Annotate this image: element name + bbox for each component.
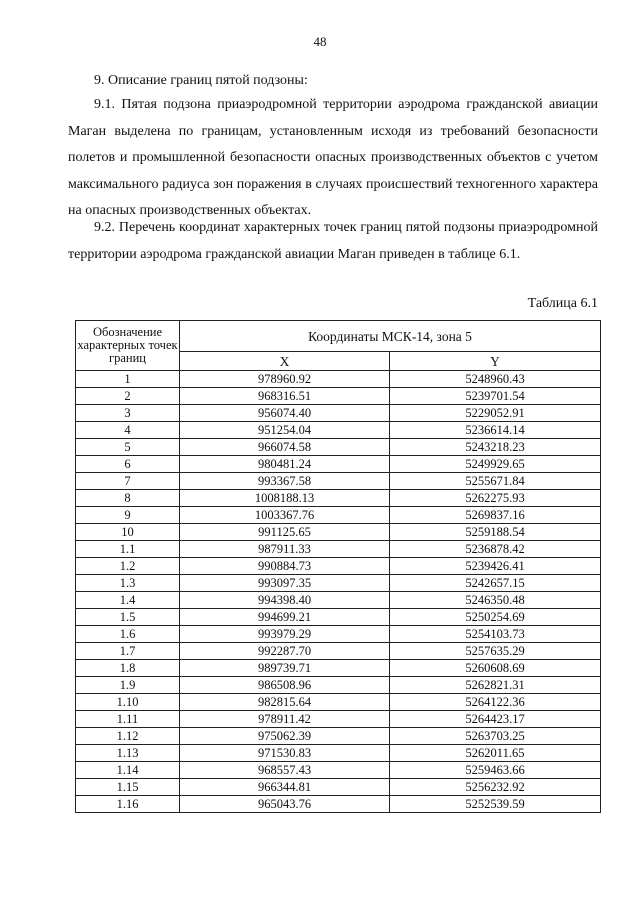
x-coordinate-cell: 978911.42 — [180, 711, 390, 728]
paragraph-9-1: 9.1. Пятая подзона приаэродромной территории аэродрома гражданской авиации Маган выделена по границам, установленным исходя из требований безопасности полетов и промышленной безопасности опасных производственных объектов с учетом максимального радиуса зон поражения в случаях происшествий техногенного характера на опасных производственных объектах. — [68, 97, 598, 218]
point-id-cell: 1.8 — [76, 660, 180, 677]
table-row — [76, 643, 601, 660]
table-body — [76, 371, 601, 813]
point-id-cell: 1.16 — [76, 796, 180, 813]
y-coordinate-cell: 5264423.17 — [390, 711, 601, 728]
page-number: 48 — [313, 34, 327, 49]
point-id-cell: 1 — [76, 371, 180, 388]
point-id-cell: 3 — [76, 405, 180, 422]
table-row — [76, 371, 601, 388]
point-id-cell: 1.1 — [76, 541, 180, 558]
table-row — [76, 524, 601, 541]
point-id-cell: 7 — [76, 473, 180, 490]
y-coordinate-cell: 5262821.31 — [390, 677, 601, 694]
y-coordinate-cell: 5243218.23 — [390, 439, 601, 456]
x-coordinate-cell: 978960.92 — [180, 371, 390, 388]
x-coordinate-cell: 975062.39 — [180, 728, 390, 745]
table-row — [76, 422, 601, 439]
y-coordinate-cell: 5239701.54 — [390, 388, 601, 405]
y-coordinate-cell: 5264122.36 — [390, 694, 601, 711]
point-id-cell: 5 — [76, 439, 180, 456]
table-row — [76, 405, 601, 422]
x-coordinate-cell: 965043.76 — [180, 796, 390, 813]
table-row — [76, 609, 601, 626]
y-coordinate-cell: 5242657.15 — [390, 575, 601, 592]
x-coordinate-cell: 968557.43 — [180, 762, 390, 779]
table-row — [76, 490, 601, 507]
point-id-cell: 2 — [76, 388, 180, 405]
y-coordinate-cell: 5236878.42 — [390, 541, 601, 558]
x-coordinate-cell: 993979.29 — [180, 626, 390, 643]
y-coordinate-cell: 5252539.59 — [390, 796, 601, 813]
x-coordinate-cell: 1003367.76 — [180, 507, 390, 524]
table-row — [76, 660, 601, 677]
x-coordinate-cell: 956074.40 — [180, 405, 390, 422]
paragraph-9-2: 9.2. Перечень координат характерных точек границ пятой подзоны приаэродромной территории аэродрома гражданской авиации Маган приведен в таблице 6.1. — [68, 220, 598, 262]
x-coordinate-cell: 971530.83 — [180, 745, 390, 762]
header-x: X — [180, 352, 390, 371]
header-y: Y — [390, 352, 601, 371]
x-coordinate-cell: 968316.51 — [180, 388, 390, 405]
point-id-cell: 1.2 — [76, 558, 180, 575]
point-id-cell: 1.9 — [76, 677, 180, 694]
point-id-cell: 1.14 — [76, 762, 180, 779]
table-row — [76, 762, 601, 779]
y-coordinate-cell: 5259463.66 — [390, 762, 601, 779]
point-id-cell: 1.13 — [76, 745, 180, 762]
x-coordinate-cell: 994699.21 — [180, 609, 390, 626]
y-coordinate-cell: 5262011.65 — [390, 745, 601, 762]
table-row — [76, 507, 601, 524]
y-coordinate-cell: 5246350.48 — [390, 592, 601, 609]
table-row — [76, 779, 601, 796]
x-coordinate-cell: 993097.35 — [180, 575, 390, 592]
point-id-cell: 1.10 — [76, 694, 180, 711]
point-id-cell: 10 — [76, 524, 180, 541]
x-coordinate-cell: 982815.64 — [180, 694, 390, 711]
y-coordinate-cell: 5248960.43 — [390, 371, 601, 388]
x-coordinate-cell: 994398.40 — [180, 592, 390, 609]
header-coordinate-system: Координаты МСК-14, зона 5 — [180, 321, 601, 352]
table-row — [76, 728, 601, 745]
y-coordinate-cell: 5255671.84 — [390, 473, 601, 490]
x-coordinate-cell: 990884.73 — [180, 558, 390, 575]
y-coordinate-cell: 5269837.16 — [390, 507, 601, 524]
y-coordinate-cell: 5256232.92 — [390, 779, 601, 796]
table-row — [76, 388, 601, 405]
table-row — [76, 473, 601, 490]
x-coordinate-cell: 989739.71 — [180, 660, 390, 677]
table-row — [76, 626, 601, 643]
table-row — [76, 796, 601, 813]
point-id-cell: 9 — [76, 507, 180, 524]
point-id-cell: 4 — [76, 422, 180, 439]
table-caption: Таблица 6.1 — [527, 296, 598, 311]
table-row — [76, 558, 601, 575]
y-coordinate-cell: 5239426.41 — [390, 558, 601, 575]
table-row — [76, 575, 601, 592]
table-row — [76, 592, 601, 609]
table-row — [76, 439, 601, 456]
table-row — [76, 745, 601, 762]
y-coordinate-cell: 5260608.69 — [390, 660, 601, 677]
coordinates-table — [75, 320, 601, 813]
table-row — [76, 456, 601, 473]
point-id-cell: 1.5 — [76, 609, 180, 626]
y-coordinate-cell: 5250254.69 — [390, 609, 601, 626]
x-coordinate-cell: 966074.58 — [180, 439, 390, 456]
point-id-cell: 1.3 — [76, 575, 180, 592]
y-coordinate-cell: 5249929.65 — [390, 456, 601, 473]
point-id-cell: 1.11 — [76, 711, 180, 728]
x-coordinate-cell: 992287.70 — [180, 643, 390, 660]
x-coordinate-cell: 993367.58 — [180, 473, 390, 490]
x-coordinate-cell: 986508.96 — [180, 677, 390, 694]
point-id-cell: 1.4 — [76, 592, 180, 609]
table-row — [76, 694, 601, 711]
x-coordinate-cell: 987911.33 — [180, 541, 390, 558]
section-heading: 9. Описание границ пятой подзоны: — [94, 73, 308, 88]
x-coordinate-cell: 951254.04 — [180, 422, 390, 439]
y-coordinate-cell: 5263703.25 — [390, 728, 601, 745]
table-row — [76, 541, 601, 558]
point-id-cell: 1.15 — [76, 779, 180, 796]
table-row — [76, 711, 601, 728]
point-id-cell: 8 — [76, 490, 180, 507]
point-id-cell: 1.6 — [76, 626, 180, 643]
y-coordinate-cell: 5254103.73 — [390, 626, 601, 643]
y-coordinate-cell: 5236614.14 — [390, 422, 601, 439]
header-point-designation: Обозначение характерных точек границ — [76, 321, 180, 371]
table-row — [76, 677, 601, 694]
x-coordinate-cell: 1008188.13 — [180, 490, 390, 507]
x-coordinate-cell: 966344.81 — [180, 779, 390, 796]
point-id-cell: 1.12 — [76, 728, 180, 745]
x-coordinate-cell: 991125.65 — [180, 524, 390, 541]
y-coordinate-cell: 5257635.29 — [390, 643, 601, 660]
y-coordinate-cell: 5262275.93 — [390, 490, 601, 507]
y-coordinate-cell: 5259188.54 — [390, 524, 601, 541]
x-coordinate-cell: 980481.24 — [180, 456, 390, 473]
point-id-cell: 6 — [76, 456, 180, 473]
y-coordinate-cell: 5229052.91 — [390, 405, 601, 422]
point-id-cell: 1.7 — [76, 643, 180, 660]
